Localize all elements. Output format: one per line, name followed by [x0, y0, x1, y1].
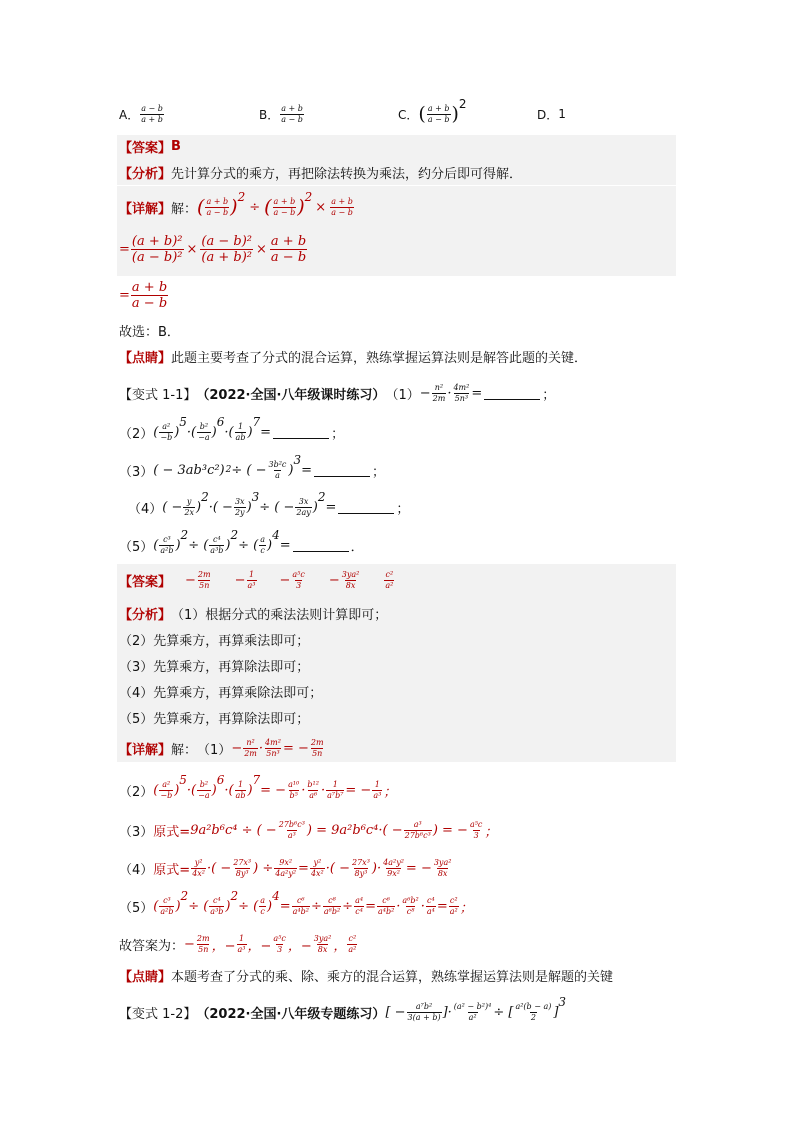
q1-choose: 故选：B． — [119, 324, 180, 340]
v11-comment: 【点睛】 本题考查了分式的乘、除、乘方的混合运算，熟练掌握运算法则是解题的关键 — [119, 969, 614, 985]
q1-detail-step2: = $\frac{\text{(a + b)²}}{\text{(a − b)²}}$ × $\frac{\text{(a − b)²}}{\text{(a + b)²}}$ × $\frac{a + b}{a - b}$ — [119, 233, 307, 265]
q1-detail-result: = $\frac{a + b}{a - b}$ — [119, 279, 168, 311]
v11-detail-2: （2） ( $\frac{\text{a²}}{-b}$ ) 5 ·( $\frac{\text{b²}}{-a}$ ) 6 ·( $\frac{1}{ab}$ ) 7 = − $\frac{\text{a¹⁰}}{\text{b⁵}}$ · $\frac{\text{b¹²}}{\text{a⁶}}$ · $\frac{1}{\text{a⁷b⁷}}$ = − $\frac{1}{\text{a³}}$ ； — [119, 773, 397, 800]
v11-detail-4: （4） 原式= $\frac{\text{y²}}{\text{4x²}}$ ·( − $\frac{\text{27x³}}{\text{8y³}}$ ) ÷ $\frac{\text{9x²}}{\text{4a²y²}}$ = $\frac{\text{y²}}{\text{4x²}}$ ·( − $\frac{\text{27x³}}{\text{8y³}}$ )· $\frac{\text{4a²y²}}{\text{9x²}}$ = − $\frac{\text{3ya²}}{8x}$ — [119, 857, 452, 878]
v11-detail-1-expr: − $\frac{\text{n²}}{2m}$ · $\frac{\text{4m²}}{\text{5n³}}$ = − $\frac{2m}{5n}$ — [231, 737, 324, 758]
option-a: A． $\frac{a - b}{a + b}$ — [119, 103, 163, 124]
q1-detail-expr: ( $\frac{a + b}{a - b}$ ) 2 ÷ ( $\frac{a + b}{a - b}$ ) 2 × $\frac{a + b}{a - b}$ — [197, 190, 353, 218]
option-c: C． ( $\frac{a + b}{a - b}$ ) 2 — [398, 97, 467, 125]
v11-header: 【变式 1-1】 （2022·全国·八年级课时练习） （1） − $\frac{\text{n²}}{2m}$ · $\frac{\text{4m²}}{\text{5n³}}$ = ； — [119, 382, 556, 403]
v11-q2-blank — [273, 426, 329, 439]
v11-q2: （2） ( $\frac{\text{a²}}{-b}$ ) 5 ·( $\frac{\text{b²}}{-a}$ ) 6 ·( $\frac{1}{ab}$ ) 7 = ； — [119, 415, 345, 442]
v11-q5-blank — [293, 539, 349, 552]
v11-q4-expr: ( − $\frac{y}{2x}$ ) 2 ·( − $\frac{3x}{2y}$ ) 3 ÷ ( − $\frac{3x}{2ay}$ ) 2 = — [162, 490, 337, 517]
v11-q1-blank — [484, 387, 540, 400]
option-d: D． 1 — [537, 107, 566, 122]
q1-analysis: 【分析】 先计算分式的乘方，再把除法转换为乘法，约分后即可得解． — [119, 166, 523, 182]
v11-q5: （5） ( $\frac{\text{c³}}{\text{a²b}}$ ) 2 ÷ ( $\frac{\text{c⁴}}{\text{a³b}}$ ) 2 ÷ ( $\frac{a}{c}$ ) 4 = ． — [119, 528, 364, 555]
option-a-fraction: $\frac{a - b}{a + b}$ — [141, 103, 163, 124]
q1-answer: 【答案】 B — [119, 138, 181, 156]
v11-detail-2-expr: ( $\frac{\text{a²}}{-b}$ ) 5 ·( $\frac{\text{b²}}{-a}$ ) 6 ·( $\frac{1}{ab}$ ) 7 = − $\frac{\text{a¹⁰}}{\text{b⁵}}$ · $\frac{\text{b¹²}}{\text{a⁶}}$ · $\frac{1}{\text{a⁷b⁷}}$ = − $\frac{1}{\text{a³}}$ ； — [153, 773, 397, 800]
option-b-fraction: $\frac{a + b}{a - b}$ — [281, 103, 303, 124]
v11-q4: （4） ( − $\frac{y}{2x}$ ) 2 ·( − $\frac{3x}{2y}$ ) 3 ÷ ( − $\frac{3x}{2ay}$ ) 2 = ； — [128, 490, 410, 517]
v11-detail-5: （5） ( $\frac{\text{c³}}{\text{a²b}}$ ) 2 ÷ ( $\frac{\text{c⁴}}{\text{a³b}}$ ) 2 ÷ ( $\frac{a}{c}$ ) 4 = $\frac{\text{c⁶}}{\text{a⁴b²}}$ ÷ $\frac{\text{c⁸}}{\text{a⁶b²}}$ ÷ $\frac{\text{a⁴}}{\text{c⁴}}$ = $\frac{\text{c⁶}}{\text{a⁴b²}}$ · $\frac{\text{a⁶b²}}{\text{c⁸}}$ · $\frac{\text{c⁴}}{\text{a⁴}}$ = $\frac{\text{c²}}{\text{a²}}$ ； — [119, 889, 473, 916]
v11-analysis-3: （3）先算乘方，再算除法即可； — [119, 659, 310, 675]
v11-detail-5-expr: ( $\frac{\text{c³}}{\text{a²b}}$ ) 2 ÷ ( $\frac{\text{c⁴}}{\text{a³b}}$ ) 2 ÷ ( $\frac{a}{c}$ ) 4 = $\frac{\text{c⁶}}{\text{a⁴b²}}$ ÷ $\frac{\text{c⁸}}{\text{a⁶b²}}$ ÷ $\frac{\text{a⁴}}{\text{c⁴}}$ = $\frac{\text{c⁶}}{\text{a⁴b²}}$ · $\frac{\text{a⁶b²}}{\text{c⁸}}$ · $\frac{\text{c⁴}}{\text{a⁴}}$ = $\frac{\text{c²}}{\text{a²}}$ ； — [153, 889, 473, 916]
v11-final-answer: 故答案为： − $\frac{2m}{5n}$ ，− $\frac{1}{\text{a³}}$ ，− $\frac{\text{a⁵c}}{3}$ ，− $\frac{\text{3ya²}}{8x}$ ， $\frac{\text{c²}}{\text{a²}}$ — [119, 933, 357, 954]
v11-answer-values: − $\frac{2m}{5n}$ − $\frac{1}{\text{a³}}$ − $\frac{\text{a⁵c}}{3}$ − $\frac{\text{3ya²}}{8x}$ $\frac{\text{c²}}{\text{a²}}$ — [185, 569, 394, 590]
v11-q3-expr: ( − 3ab³c²) 2 ÷ ( − $\frac{\text{3b²c}}{a}$ ) 3 = — [153, 453, 313, 480]
v11-answer: 【答案】 − $\frac{2m}{5n}$ − $\frac{1}{\text{a³}}$ − $\frac{\text{a⁵c}}{3}$ − $\frac{\text{3ya²}}{8x}$ $\frac{\text{c²}}{\text{a²}}$ — [119, 566, 417, 594]
v11-analysis-5: （5）先算乘方，再算除法即可； — [119, 711, 310, 727]
v11-q2-expr: ( $\frac{\text{a²}}{-b}$ ) 5 ·( $\frac{\text{b²}}{-a}$ ) 6 ·( $\frac{1}{ab}$ ) 7 = — [153, 415, 272, 442]
v11-analysis-4: （4）先算乘方，再算乘除法即可； — [119, 685, 323, 701]
v11-final-values: − $\frac{2m}{5n}$ ，− $\frac{1}{\text{a³}}$ ，− $\frac{\text{a⁵c}}{3}$ ，− $\frac{\text{3ya²}}{8x}$ ， $\frac{\text{c²}}{\text{a²}}$ — [184, 933, 357, 954]
v11-detail-3-expr: 9a²b⁶c⁴ ÷ ( − $\frac{\text{27b⁶c³}}{\text{a³}}$ ) = 9a²b⁶c⁴·( − $\frac{\text{a³}}{\text{27b⁶c³}}$ ) = − $\frac{\text{a⁵c}}{3}$ ； — [190, 819, 498, 840]
v11-analysis-2: （2）先算乘方，再算乘法即可； — [119, 633, 310, 649]
v12-expr: [ − $\frac{\text{a⁷b²}}{3(a + b)}$ ]· $\frac{\text{(a² − b²)⁴}}{\text{a²}}$ ÷ [ $\frac{\text{a²(b − a)}}{2}$ ] 3 — [385, 995, 567, 1022]
q1-detail-line1: 【详解】 解： ( $\frac{a + b}{a - b}$ ) 2 ÷ ( $\frac{a + b}{a - b}$ ) 2 × $\frac{a + b}{a - b}$ — [119, 190, 353, 218]
option-c-fraction: $\frac{a + b}{a - b}$ — [427, 103, 450, 124]
q1-detail-line2 — [119, 230, 308, 268]
v12-header: 【变式 1-2】 （2022·全国·八年级专题练习） [ − $\frac{\text{a⁷b²}}{3(a + b)}$ ]· $\frac{\text{(a² − b²)⁴}}{\text{a²}}$ ÷ [ $\frac{\text{a²(b − a)}}{2}$ ] 3 — [119, 995, 567, 1022]
q1-comment: 【点睛】 此题主要考查了分式的混合运算，熟练掌握运算法则是解答此题的关键． — [119, 350, 588, 366]
q1-detail-line3 — [119, 276, 169, 314]
v11-detail-1: 【详解】 解： （1） − $\frac{\text{n²}}{2m}$ · $\frac{\text{4m²}}{\text{5n³}}$ = − $\frac{2m}{5n}$ — [119, 737, 324, 758]
v11-q1-expr: − $\frac{\text{n²}}{2m}$ · $\frac{\text{4m²}}{\text{5n³}}$ = — [419, 382, 483, 403]
v11-q3: （3） ( − 3ab³c²) 2 ÷ ( − $\frac{\text{3b²c}}{a}$ ) 3 = ； — [119, 453, 386, 480]
v11-detail-3: （3） 原式= 9a²b⁶c⁴ ÷ ( − $\frac{\text{27b⁶c³}}{\text{a³}}$ ) = 9a²b⁶c⁴·( − $\frac{\text{a³}}{\text{27b⁶c³}}$ ) = − $\frac{\text{a⁵c}}{3}$ ； — [119, 819, 498, 840]
v11-detail-4-expr: $\frac{\text{y²}}{\text{4x²}}$ ·( − $\frac{\text{27x³}}{\text{8y³}}$ ) ÷ $\frac{\text{9x²}}{\text{4a²y²}}$ = $\frac{\text{y²}}{\text{4x²}}$ ·( − $\frac{\text{27x³}}{\text{8y³}}$ )· $\frac{\text{4a²y²}}{\text{9x²}}$ = − $\frac{\text{3ya²}}{8x}$ — [192, 857, 452, 878]
v11-q3-blank — [314, 464, 370, 477]
v11-q5-expr: ( $\frac{\text{c³}}{\text{a²b}}$ ) 2 ÷ ( $\frac{\text{c⁴}}{\text{a³b}}$ ) 2 ÷ ( $\frac{a}{c}$ ) 4 = — [153, 528, 291, 555]
v11-analysis-1: 【分析】 （1）根据分式的乘法法则计算即可； — [119, 607, 388, 623]
v11-q4-blank — [338, 501, 394, 514]
option-b: B． $\frac{a + b}{a - b}$ — [259, 103, 303, 124]
